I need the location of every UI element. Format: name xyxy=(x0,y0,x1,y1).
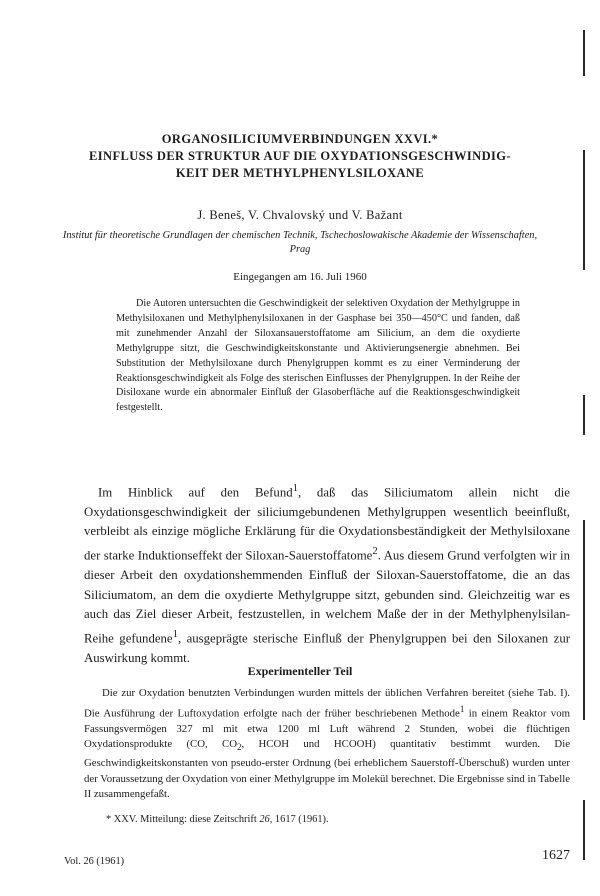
received-date: Eingegangen am 16. Juli 1960 xyxy=(233,271,367,283)
page-edge-line xyxy=(583,30,585,76)
abstract xyxy=(116,297,520,416)
authors: J. Beneš, V. Chvalovský und V. Bažant xyxy=(197,208,403,222)
page-edge-line xyxy=(583,150,585,270)
reference-marker: 1 xyxy=(292,483,298,494)
experimental-text-1: Die zur Oxydation benutzten Verbindungen wurden mittels der üblichen Verfahren bereitet (siehe Tab. I). Die Ausführung der Luftoxydation erfolgte nach der früher beschriebenen Methode xyxy=(84,687,570,720)
experimental-text-2: in einem Reaktor vom Fassungsvermögen 327 ml mit etwa 1200 ml Luft während 2 Stunden, wobei die flüchtigen Oxydationsprodukte (CO, CO xyxy=(84,707,570,751)
reference-marker: 2 xyxy=(372,546,378,558)
page-number: 1627 xyxy=(542,848,570,863)
introduction-paragraph xyxy=(84,479,570,668)
footnote-text-2: , 1617 (1961). xyxy=(269,814,329,825)
journal-volume: Vol. 26 (1961) xyxy=(64,856,125,867)
footnote-text-1: * XXV. Mitteilung: diese Zeitschrift xyxy=(106,814,260,825)
footnote xyxy=(106,814,566,825)
intro-text-3: . Aus diesem Grund verfolgten wir in dieser Arbeit den oxydationshemmenden Einfluß der Siloxan-Sauerstoffatome, die an das Siliciumatom, an dem die oxydierte Methylgruppe sitzt, gebunden sind. Gleichzeitig war es auch das Ziel dieser Arbeit, festzustellen, in welchem Maße der in der Methylphenylsilan-Reihe gefundene xyxy=(84,548,571,645)
footnote-volume: 26 xyxy=(259,814,270,825)
abstract-text: Die Autoren untersuchten die Geschwindigkeit der selektiven Oxydation der Methylgruppe in Methylsiloxanen und Methylphenylsiloxanen in der Gasphase bei 350—450°C und fanden, daß mit zunehmender Anzahl der Siloxansauerstoffatome am Silicium, an dem die oxydierte Methylgruppe sitzt, die Geschwindigkeitskonstante und Aktivierungsenergie abnehmen. Bei Substitution der Methylsiloxane durch Phenylgruppen kommt es zu einer Verminderung der Reaktionsgeschwindigkeit als Folge des sterischen Einflusses der Phenylgruppen. In der Reihe der Disiloxane wurde ein abnormaler Einfluß der Glasoberfläche auf die Reaktionsgeschwindigkeit festgestellt. xyxy=(116,298,520,414)
page-edge-line xyxy=(583,395,585,435)
experimental-text-3: , HCOH und HCOOH) quantitativ bestimmt wurden. Die Geschwindigkeitskonstanten von pseudo-erster Ordnung (bei erheblichem Sauerstoff-Überschuß) wurden unter der Voraussetzung der Oxydation von einer Methylgruppe im Molekül berechnet. Die Ergebnisse sind in Tabelle II zusammengefaßt. xyxy=(84,738,571,801)
intro-text-1: Im Hinblick auf den Befund xyxy=(98,485,293,500)
intro-text-4: , ausgeprägte sterische Einfluß der Phenylgruppen bei den Siloxanen zur Auswirkung kommt. xyxy=(84,630,570,665)
experimental-paragraph xyxy=(84,686,570,803)
introduction xyxy=(84,479,570,668)
page-edge-line xyxy=(583,520,585,720)
section-heading: Experimenteller Teil xyxy=(247,664,353,678)
title-line-2: EINFLUSS DER STRUKTUR AUF DIE OXYDATIONSGESCHWINDIG- xyxy=(89,149,511,163)
experimental-section xyxy=(84,686,570,803)
intro-text-2: , daß das Siliciumatom allein nicht die Oxydationsgeschwindigkeit der siliciumgebundenen Methylgruppen wesentlich beeinflußt, verbleibt als einzige mögliche Erklärung für die Oxydationsbeständigkeit der Methylsiloxane der starke Induktionseffekt der Siloxan-Sauerstoffatome xyxy=(84,485,570,563)
reference-marker: 1 xyxy=(459,703,465,714)
title-line-1: ORGANOSILICIUMVERBINDUNGEN XXVI.* xyxy=(161,132,439,146)
page-edge-line xyxy=(583,800,585,860)
reference-marker: 1 xyxy=(172,628,178,640)
subscript: 2 xyxy=(237,742,242,753)
institute: Institut für theoretische Grundlagen der chemischen Technik, Tschechoslowakische Akademie der Wissenschaften, Prag xyxy=(62,230,538,255)
title-line-3: KEIT DER METHYLPHENYLSILOXANE xyxy=(175,166,425,180)
